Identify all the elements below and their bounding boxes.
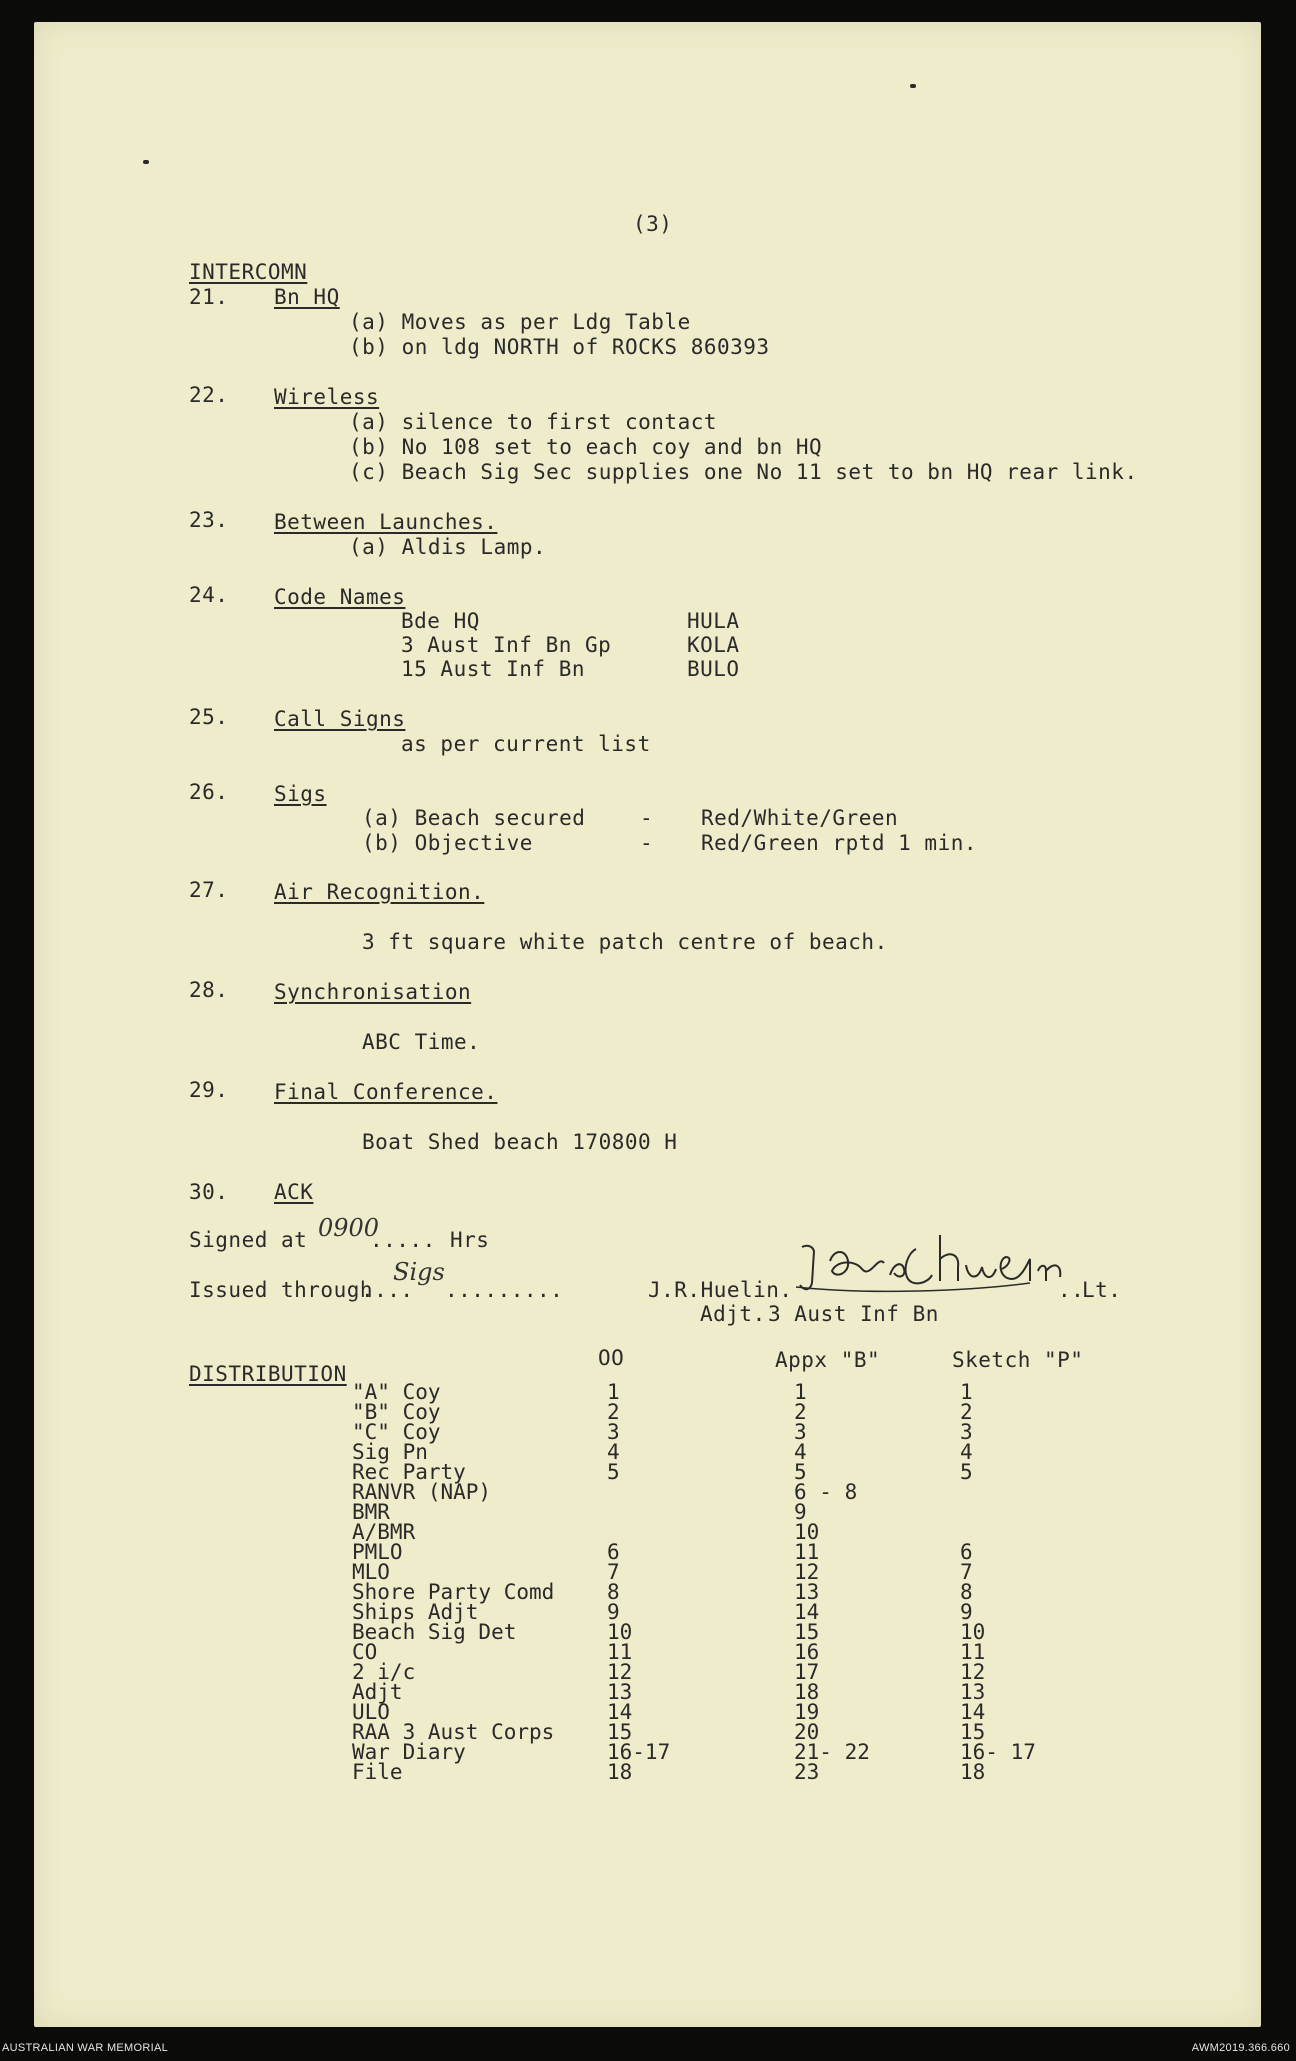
section-29-text: Boat Shed beach 170800 H bbox=[362, 1130, 678, 1154]
distribution-recipient: BMR bbox=[352, 1500, 390, 1524]
dist-col-header-sketch-p: Sketch "P" bbox=[952, 1348, 1084, 1372]
issued-through-dots-1: .... bbox=[361, 1278, 414, 1302]
section-24-number: 24. bbox=[189, 583, 229, 607]
distribution-sketch-p-value: 6 bbox=[960, 1540, 973, 1564]
distribution-appx-b-value: 14 bbox=[794, 1600, 820, 1624]
distribution-recipient: Ships Adjt bbox=[352, 1600, 479, 1624]
section-27-number: 27. bbox=[189, 878, 229, 902]
section-22-number: 22. bbox=[189, 383, 229, 407]
distribution-recipient: MLO bbox=[352, 1560, 390, 1584]
distribution-oo-value bbox=[607, 1522, 670, 1542]
distribution-recipient: Beach Sig Det bbox=[352, 1620, 517, 1644]
distribution-recipient: ULO bbox=[352, 1700, 390, 1724]
distribution-sketch-p-value: 4 bbox=[960, 1440, 973, 1464]
section-26-number: 26. bbox=[189, 780, 229, 804]
footer-right: AWM2019.366.660 bbox=[1191, 2042, 1290, 2054]
distribution-sketch-p-value: 15 bbox=[960, 1720, 986, 1744]
distribution-appx-b-value: 16 bbox=[794, 1640, 820, 1664]
dist-col-header-oo: OO bbox=[598, 1346, 625, 1370]
distribution-recipient: RAA 3 Aust Corps bbox=[352, 1720, 555, 1744]
footer-left: AUSTRALIAN WAR MEMORIAL bbox=[2, 2042, 169, 2054]
section-26-item-a-label: (a) Beach secured bbox=[362, 806, 586, 830]
distribution-recipient: File bbox=[352, 1760, 403, 1784]
distribution-sketch-p-value: 18 bbox=[960, 1760, 986, 1784]
distribution-appx-b-column bbox=[794, 1382, 870, 1782]
distribution-appx-b-value: 15 bbox=[794, 1620, 820, 1644]
section-22-item-c: (c) Beach Sig Sec supplies one No 11 set to bn HQ rear link. bbox=[349, 460, 1138, 484]
signed-at-time: 0900 bbox=[318, 1214, 380, 1242]
issued-through-via: Sigs bbox=[393, 1258, 445, 1286]
distribution-sketch-p-value: 7 bbox=[960, 1560, 973, 1584]
distribution-appx-b-value: 1 bbox=[794, 1380, 807, 1404]
distribution-oo-value: 14 bbox=[607, 1700, 633, 1724]
section-26-item-a-dash: - bbox=[640, 806, 654, 830]
section-21-item-a: (a) Moves as per Ldg Table bbox=[349, 310, 691, 334]
distribution-recipient: 2 i/c bbox=[352, 1660, 416, 1684]
section-21-title: Bn HQ bbox=[274, 285, 340, 309]
paper-speck bbox=[143, 160, 149, 164]
distribution-oo-value: 16-17 bbox=[607, 1740, 671, 1764]
code-name-code-3: BULO bbox=[687, 657, 740, 681]
distribution-sketch-p-value: 13 bbox=[960, 1680, 986, 1704]
distribution-sketch-p-value: 1 bbox=[960, 1380, 973, 1404]
distribution-oo-value: 2 bbox=[607, 1400, 620, 1424]
code-name-unit-1: Bde HQ bbox=[401, 609, 480, 633]
distribution-title: DISTRIBUTION bbox=[189, 1362, 347, 1386]
code-name-code-2: KOLA bbox=[687, 633, 740, 657]
distribution-appx-b-value: 18 bbox=[794, 1680, 820, 1704]
signatory-dots: .. bbox=[1058, 1278, 1085, 1302]
distribution-oo-column bbox=[607, 1382, 670, 1782]
issued-through-dots-2: ......... bbox=[445, 1278, 564, 1302]
distribution-sketch-p-value: 10 bbox=[960, 1620, 986, 1644]
section-22-item-a: (a) silence to first contact bbox=[349, 410, 718, 434]
intercomn-heading: INTERCOMN bbox=[189, 260, 308, 284]
distribution-appx-b-value: 23 bbox=[794, 1760, 820, 1784]
section-29-number: 29. bbox=[189, 1078, 229, 1102]
distribution-appx-b-value: 6 - 8 bbox=[794, 1480, 858, 1504]
section-27-title: Air Recognition. bbox=[274, 880, 485, 904]
distribution-appx-b-value: 10 bbox=[794, 1520, 820, 1544]
distribution-appx-b-value: 17 bbox=[794, 1660, 820, 1684]
distribution-recipient: Shore Party Comd bbox=[352, 1580, 555, 1604]
distribution-oo-value: 9 bbox=[607, 1600, 620, 1624]
distribution-sketch-p-value: 11 bbox=[960, 1640, 986, 1664]
section-26-item-b-dash: - bbox=[640, 831, 654, 855]
section-22-item-b: (b) No 108 set to each coy and bn HQ bbox=[349, 435, 823, 459]
section-25-text: as per current list bbox=[401, 732, 651, 756]
signatory-name: J.R.Huelin. bbox=[648, 1278, 793, 1302]
paper-speck bbox=[910, 84, 916, 88]
distribution-oo-value: 11 bbox=[607, 1640, 633, 1664]
section-26-title: Sigs bbox=[274, 782, 327, 806]
handwritten-signature bbox=[790, 1225, 1080, 1295]
distribution-appx-b-value: 12 bbox=[794, 1560, 820, 1584]
distribution-sketch-p-column bbox=[960, 1382, 1036, 1782]
distribution-recipients-column bbox=[352, 1382, 554, 1782]
distribution-oo-value: 3 bbox=[607, 1420, 620, 1444]
code-name-unit-3: 15 Aust Inf Bn bbox=[401, 657, 586, 681]
distribution-oo-value bbox=[607, 1482, 670, 1502]
signatory-rank: Lt. bbox=[1082, 1278, 1122, 1302]
distribution-oo-value: 10 bbox=[607, 1620, 633, 1644]
distribution-recipient: RANVR (NAP) bbox=[352, 1480, 492, 1504]
distribution-appx-b-value: 20 bbox=[794, 1720, 820, 1744]
distribution-appx-b-value: 13 bbox=[794, 1580, 820, 1604]
distribution-oo-value: 1 bbox=[607, 1380, 620, 1404]
signed-at-suffix: Hrs bbox=[450, 1228, 490, 1252]
distribution-sketch-p-value: 14 bbox=[960, 1700, 986, 1724]
signed-at-label: Signed at bbox=[189, 1228, 308, 1252]
section-25-title: Call Signs bbox=[274, 707, 406, 731]
section-28-number: 28. bbox=[189, 978, 229, 1002]
distribution-oo-value bbox=[607, 1502, 670, 1522]
distribution-recipient: A/BMR bbox=[352, 1520, 416, 1544]
distribution-recipient: Rec Party bbox=[352, 1460, 466, 1484]
section-23-title: Between Launches. bbox=[274, 510, 498, 534]
distribution-recipient: War Diary bbox=[352, 1740, 466, 1764]
signed-at-dots: ..... bbox=[370, 1228, 436, 1252]
distribution-recipient: "C" Coy bbox=[352, 1420, 441, 1444]
distribution-oo-value: 18 bbox=[607, 1760, 633, 1784]
distribution-sketch-p-value: 12 bbox=[960, 1660, 986, 1684]
distribution-recipient: "A" Coy bbox=[352, 1380, 441, 1404]
section-23-item-a: (a) Aldis Lamp. bbox=[349, 535, 547, 559]
distribution-sketch-p-value bbox=[960, 1522, 1036, 1542]
distribution-oo-value: 12 bbox=[607, 1660, 633, 1684]
distribution-appx-b-value: 4 bbox=[794, 1440, 807, 1464]
distribution-oo-value: 7 bbox=[607, 1560, 620, 1584]
distribution-oo-value: 5 bbox=[607, 1460, 620, 1484]
section-26-item-a-value: Red/White/Green bbox=[701, 806, 899, 830]
distribution-sketch-p-value bbox=[960, 1482, 1036, 1502]
dist-col-header-appx-b: Appx "B" bbox=[775, 1348, 881, 1372]
issued-through-label: Issued through bbox=[189, 1278, 374, 1302]
section-26-item-b-label: (b) Objective bbox=[362, 831, 533, 855]
distribution-oo-value: 6 bbox=[607, 1540, 620, 1564]
distribution-recipient: PMLO bbox=[352, 1540, 403, 1564]
distribution-sketch-p-value: 2 bbox=[960, 1400, 973, 1424]
section-21-item-b: (b) on ldg NORTH of ROCKS 860393 bbox=[349, 335, 770, 359]
section-22-title: Wireless bbox=[274, 385, 380, 409]
signatory-unit: 3 Aust Inf Bn bbox=[768, 1302, 939, 1326]
signatory-appointment: Adjt. bbox=[700, 1302, 766, 1326]
distribution-sketch-p-value bbox=[960, 1502, 1036, 1522]
distribution-sketch-p-value: 16- 17 bbox=[960, 1740, 1036, 1764]
section-29-title: Final Conference. bbox=[274, 1080, 498, 1104]
section-30-number: 30. bbox=[189, 1180, 229, 1204]
distribution-oo-value: 13 bbox=[607, 1680, 633, 1704]
section-25-number: 25. bbox=[189, 705, 229, 729]
section-24-title: Code Names bbox=[274, 585, 406, 609]
distribution-recipient: Sig Pn bbox=[352, 1440, 428, 1464]
section-21-number: 21. bbox=[189, 285, 229, 309]
distribution-oo-value: 15 bbox=[607, 1720, 633, 1744]
code-name-unit-2: 3 Aust Inf Bn Gp bbox=[401, 633, 612, 657]
page-number: (3) bbox=[633, 212, 673, 236]
distribution-oo-value: 8 bbox=[607, 1580, 620, 1604]
distribution-appx-b-value: 19 bbox=[794, 1700, 820, 1724]
section-23-number: 23. bbox=[189, 508, 229, 532]
distribution-appx-b-value: 11 bbox=[794, 1540, 820, 1564]
distribution-appx-b-value: 3 bbox=[794, 1420, 807, 1444]
distribution-sketch-p-value: 3 bbox=[960, 1420, 973, 1444]
distribution-appx-b-value: 5 bbox=[794, 1460, 807, 1484]
section-27-text: 3 ft square white patch centre of beach. bbox=[362, 930, 888, 954]
section-28-title: Synchronisation bbox=[274, 980, 472, 1004]
section-30-title: ACK bbox=[274, 1180, 314, 1204]
distribution-recipient: "B" Coy bbox=[352, 1400, 441, 1424]
section-28-text: ABC Time. bbox=[362, 1030, 481, 1054]
distribution-sketch-p-value: 8 bbox=[960, 1580, 973, 1604]
distribution-sketch-p-value: 5 bbox=[960, 1460, 973, 1484]
distribution-appx-b-value: 21- 22 bbox=[794, 1740, 870, 1764]
distribution-recipient: Adjt bbox=[352, 1680, 403, 1704]
section-26-item-b-value: Red/Green rptd 1 min. bbox=[701, 831, 978, 855]
distribution-appx-b-value: 2 bbox=[794, 1400, 807, 1424]
code-name-code-1: HULA bbox=[687, 609, 740, 633]
distribution-recipient: CO bbox=[352, 1640, 378, 1664]
distribution-appx-b-value: 9 bbox=[794, 1500, 807, 1524]
distribution-oo-value: 4 bbox=[607, 1440, 620, 1464]
distribution-sketch-p-value: 9 bbox=[960, 1600, 973, 1624]
